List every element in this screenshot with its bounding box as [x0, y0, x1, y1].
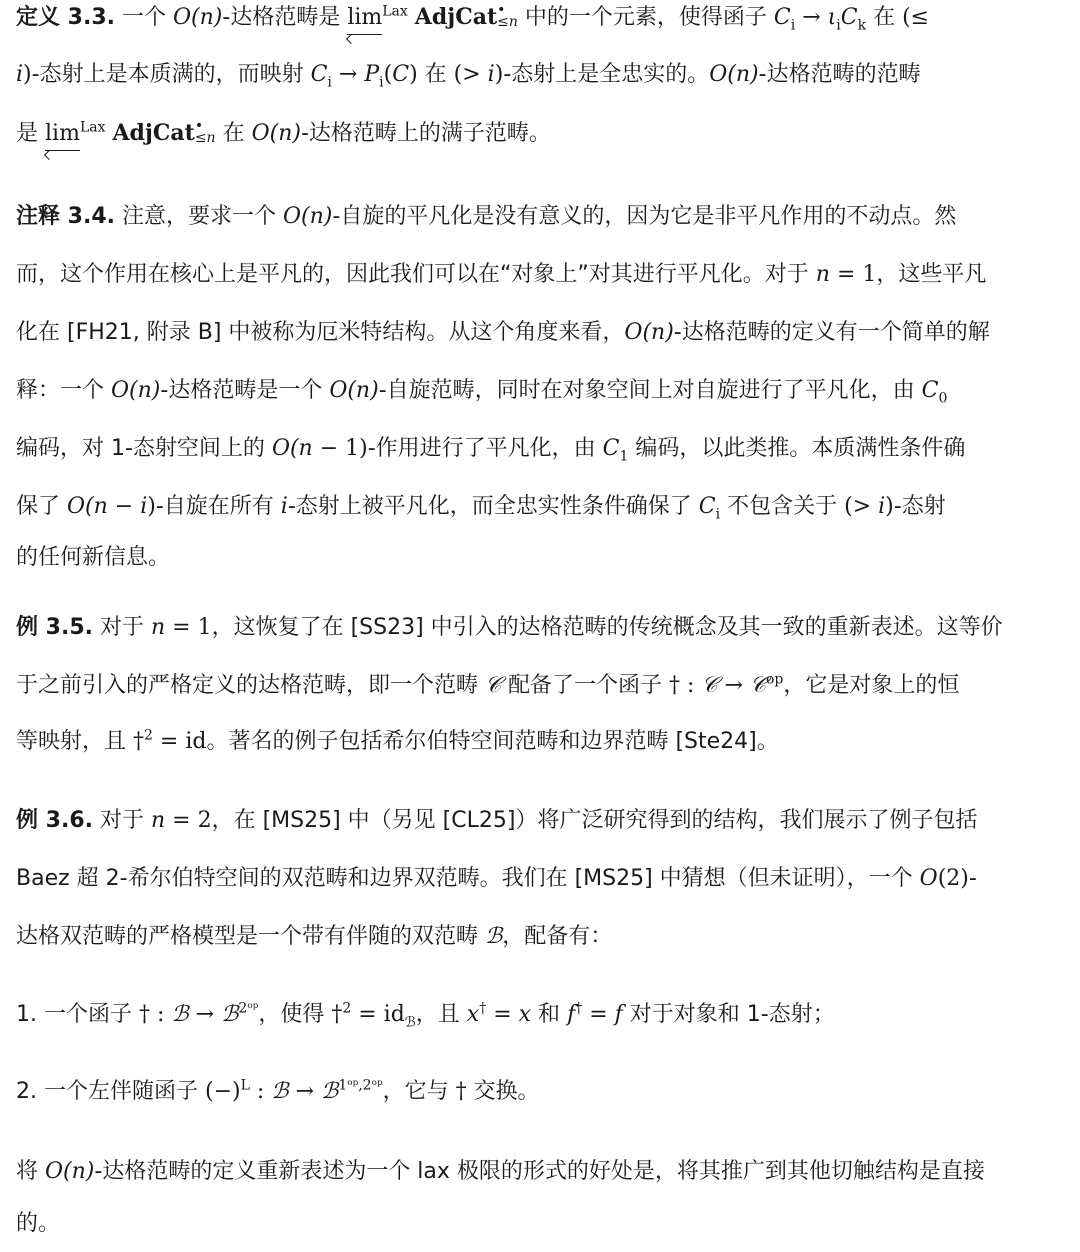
- math-roman: = 2: [165, 808, 212, 833]
- math-superscript: 1ᵒᵖ,2ᵒᵖ: [338, 1077, 383, 1094]
- text-span: ，在 [MS25] 中（另见 [CL25]）将广泛研究得到的结构，我们展示了例子包括: [211, 808, 978, 833]
- text-span: ，且: [415, 1002, 467, 1027]
- text-span: 在: [215, 121, 252, 146]
- text-span: 释：一个: [16, 378, 111, 403]
- text-span: 2. 一个左伴随函子: [16, 1079, 205, 1104]
- math-italic: ℬ: [221, 1002, 239, 1027]
- math-italic: C: [921, 378, 939, 403]
- math-roman: →: [717, 673, 750, 698]
- math-italic: O(n): [283, 204, 333, 229]
- math-roman: →: [188, 1002, 222, 1027]
- math-subscript: ≤n: [194, 130, 216, 146]
- paragraph-line: [16, 318, 990, 348]
- math-italic: i: [140, 494, 148, 519]
- math-italic: O(n): [111, 378, 161, 403]
- text-span: -达格范畴上的满子范畴。: [300, 121, 551, 146]
- text-span: 中的一个元素，使得函子: [517, 5, 774, 30]
- math-roman: ): [409, 62, 418, 87]
- math-subscript: 1: [619, 448, 629, 465]
- text-span: 1. 一个函子: [16, 1002, 139, 1027]
- math-roman: :: [249, 1079, 272, 1104]
- text-span: ，它是对象上的恒: [783, 673, 960, 698]
- math-superscript: Lax: [382, 3, 408, 20]
- text-span: 化在 [FH21, 附录 B] 中被称为厄米特结构。从这个角度来看，: [16, 320, 625, 345]
- math-italic: O(n): [329, 378, 379, 403]
- math-roman: †: [331, 1002, 343, 1027]
- math-superscript: Lax: [79, 119, 106, 136]
- math-italic: n: [151, 615, 166, 640]
- math-italic: x: [466, 1002, 480, 1027]
- math-roman: † :: [669, 673, 702, 698]
- math-italic: i: [16, 62, 24, 87]
- math-supsub: [497, 4, 518, 28]
- math-subscript: i: [327, 74, 332, 91]
- math-italic: ℬ: [271, 1079, 289, 1104]
- text-span: -自旋的平凡化是没有意义的，因为它是非平凡作用的不动点。然: [332, 204, 957, 229]
- math-supsub: [195, 120, 216, 144]
- text-span: ，这恢复了在 [SS23] 中引入的达格范畴的传统概念及其一致的重新表述。这等价: [211, 615, 1003, 640]
- math-superscript: 2ᵒᵖ: [238, 1000, 259, 1017]
- math-roman: =: [582, 1002, 615, 1027]
- text-span: 的。: [16, 1211, 61, 1236]
- math-italic: 𝒞: [485, 673, 502, 698]
- math-roman: ): [23, 62, 32, 87]
- text-span: 配备了一个函子: [501, 673, 670, 698]
- text-span: ，它与: [382, 1079, 456, 1104]
- paragraph-line: [16, 260, 986, 290]
- math-roman: =: [486, 1002, 519, 1027]
- math-roman: →: [795, 5, 828, 30]
- math-italic: O(n): [173, 5, 223, 30]
- math-italic: f: [614, 1002, 623, 1027]
- paragraph-line: [16, 543, 170, 573]
- math-italic: n: [151, 808, 166, 833]
- math-italic: ι: [827, 5, 837, 30]
- text-span: 是: [16, 121, 45, 146]
- paragraph-line: [16, 434, 965, 464]
- math-roman: (2): [937, 866, 969, 891]
- paragraph-line: [16, 1209, 60, 1239]
- math-subscript: i: [379, 74, 384, 91]
- paragraph-line: [16, 2, 929, 32]
- text-span: 保了: [16, 494, 67, 519]
- text-span: 对于: [93, 615, 151, 640]
- math-roman: ): [885, 494, 894, 519]
- text-span: -达格范畴的定义重新表述为一个 lax 极限的形式的好处是，将其推广到其他切触结构是直接: [94, 1159, 985, 1184]
- block-label: 例 3.6.: [16, 808, 93, 833]
- paragraph-line: [16, 922, 612, 952]
- lax-limit: [347, 5, 407, 30]
- math-roman: † :: [138, 1002, 172, 1027]
- text-span: -达格范畴是一个: [160, 378, 330, 403]
- math-roman: − 1): [312, 436, 368, 461]
- paragraph-line: [16, 1157, 985, 1187]
- math-italic: O(n): [709, 62, 759, 87]
- text-span: 而，这个作用在核心上是平凡的，因此我们可以在“对象上”对其进行平凡化。对于: [16, 262, 816, 287]
- text-span: -作用进行了平凡化，由: [367, 436, 603, 461]
- text-span: 将: [16, 1159, 45, 1184]
- paragraph-line: [16, 118, 551, 148]
- text-span: 注意，要求一个: [115, 204, 283, 229]
- math-roman: †: [455, 1079, 467, 1104]
- text-span: 于之前引入的严格定义的达格范畴，即一个范畴: [16, 673, 485, 698]
- math-subscript: k: [857, 17, 867, 34]
- text-span: -达格范畴的范畴: [758, 62, 921, 87]
- block-label: 定义 3.3.: [16, 5, 115, 30]
- math-roman: (−): [204, 1079, 241, 1104]
- text-span: ，配备有：: [502, 924, 613, 949]
- math-superscript: •: [497, 2, 506, 18]
- math-italic: 𝒞: [749, 673, 766, 698]
- math-roman: ): [147, 494, 156, 519]
- text-span: 编码，对 1-态射空间上的: [16, 436, 272, 461]
- text-span: ，使得: [258, 1002, 332, 1027]
- text-span: 交换。: [466, 1079, 540, 1104]
- text-span: -态射上被平凡化，而全忠实性条件确保了: [287, 494, 699, 519]
- math-superscript: 2: [342, 1000, 352, 1017]
- block-label: 注释 3.4.: [16, 204, 115, 229]
- paragraph-line: [16, 613, 1003, 643]
- text-span: Baez 超 2-希尔伯特空间的双范畴和边界双范畴。我们在 [MS25] 中猜想（但未证明），一个: [16, 866, 920, 891]
- math-superscript: •: [194, 118, 204, 134]
- math-italic: ℬ: [321, 1079, 339, 1104]
- text-span: 达格双范畴的严格模型是一个带有伴随的双范畴: [16, 924, 485, 949]
- math-italic: O(n: [271, 436, 313, 461]
- math-roman: →: [331, 62, 365, 87]
- text-span: 在: [417, 62, 454, 87]
- math-italic: O(n): [45, 1159, 95, 1184]
- paragraph-line: [16, 202, 956, 232]
- math-italic: C: [773, 5, 791, 30]
- text-span: -自旋在所有: [155, 494, 281, 519]
- text-span: 不包含关于: [720, 494, 845, 519]
- lim-symbol: lim: [347, 3, 382, 33]
- lax-limit: [45, 121, 105, 146]
- math-subscript: i: [790, 17, 796, 34]
- math-italic: ℬ: [171, 1002, 189, 1027]
- text-span: -达格范畴是: [222, 5, 348, 30]
- math-roman: (>: [453, 62, 488, 87]
- math-subscript: 0: [938, 390, 948, 407]
- text-span: 。著名的例子包括希尔伯特空间范畴和边界范畴 [Ste24]。: [206, 729, 779, 754]
- math-italic: C: [310, 62, 328, 87]
- math-italic: n: [815, 262, 830, 287]
- text-span: -: [968, 866, 977, 891]
- math-subscript: i: [715, 506, 721, 523]
- math-italic: O: [919, 866, 938, 891]
- math-italic: C: [392, 62, 410, 87]
- math-italic: C: [602, 436, 620, 461]
- list-item: [16, 1000, 835, 1030]
- block-label: 例 3.5.: [16, 615, 93, 640]
- math-bold: AdjCat: [112, 120, 195, 146]
- math-bold: AdjCat: [414, 4, 498, 30]
- math-italic: f: [567, 1002, 576, 1027]
- math-subscript: ≤n: [497, 14, 518, 30]
- math-superscript: L: [240, 1077, 250, 1094]
- math-italic: C: [698, 494, 716, 519]
- lim-symbol: lim: [45, 119, 80, 149]
- math-superscript: †: [575, 1000, 583, 1017]
- math-italic: C: [840, 5, 858, 30]
- math-roman: †: [133, 729, 144, 754]
- text-span: 一个: [115, 5, 173, 30]
- text-span: ，这些平凡: [876, 262, 987, 287]
- math-superscript: op: [765, 671, 784, 688]
- math-italic: i: [878, 494, 886, 519]
- text-span: -自旋范畴，同时在对象空间上对自旋进行了平凡化，由: [378, 378, 922, 403]
- math-subscript: i: [836, 17, 841, 34]
- math-roman: = id: [351, 1002, 405, 1027]
- math-italic: i: [487, 62, 495, 87]
- paragraph-line: [16, 806, 977, 836]
- math-roman: = 1: [829, 262, 877, 287]
- math-italic: O(n): [624, 320, 674, 345]
- math-italic: P: [364, 62, 380, 87]
- list-item: [16, 1077, 540, 1107]
- text-span: -态射上是本质满的，而映射: [31, 62, 311, 87]
- paragraph-line: [16, 492, 946, 522]
- text-span: -态射: [893, 494, 946, 519]
- math-italic: x: [518, 1002, 532, 1027]
- paragraph-line: [16, 727, 779, 757]
- math-roman: = 1: [165, 615, 212, 640]
- text-span: 的任何新信息。: [16, 545, 171, 570]
- math-superscript: †: [479, 1000, 487, 1017]
- math-roman: −: [107, 494, 141, 519]
- text-span: 对于对象和 1-态射；: [622, 1002, 835, 1027]
- math-italic: O(n): [251, 121, 301, 146]
- math-roman: →: [288, 1079, 322, 1104]
- paragraph-line: [16, 864, 977, 894]
- text-span: -达格范畴的定义有一个简单的解: [673, 320, 990, 345]
- math-roman: ): [494, 62, 504, 87]
- math-italic: O(n: [67, 494, 108, 519]
- text-span: [408, 5, 415, 30]
- math-subscript: ℬ: [404, 1014, 416, 1031]
- math-roman: (: [383, 62, 393, 87]
- paragraph-line: [16, 60, 921, 90]
- text-span: -态射上是全忠实的。: [503, 62, 710, 87]
- text-span: 和: [531, 1002, 568, 1027]
- math-italic: 𝒞: [701, 673, 718, 698]
- math-superscript: 2: [144, 727, 153, 744]
- math-roman: = id: [152, 729, 207, 754]
- math-italic: ℬ: [485, 924, 503, 949]
- math-roman: (≤: [902, 5, 930, 30]
- text-span: 等映射，且: [16, 729, 133, 754]
- math-italic: i: [280, 494, 288, 519]
- math-roman: (>: [844, 494, 879, 519]
- text-span: 编码，以此类推。本质满性条件确: [628, 436, 966, 461]
- text-span: 在: [866, 5, 903, 30]
- text-span: 对于: [93, 808, 151, 833]
- paragraph-line: [16, 376, 947, 406]
- paragraph-line: [16, 671, 959, 701]
